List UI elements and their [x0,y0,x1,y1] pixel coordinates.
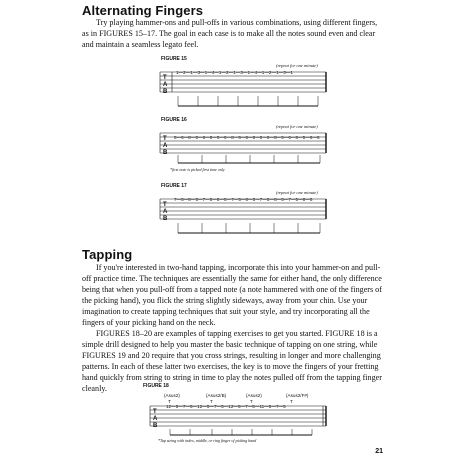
figure-15-tab-notes: 1—2—1—3—1—4—1—2—1—3—1—4—1—2—1—3—1 [176,70,293,75]
section2-paragraphs [82,262,382,394]
figure-18-tab-staff [140,389,330,443]
section-heading-tapping: Tapping [82,247,133,262]
tab-clef-a: A [153,416,158,422]
tab-clef-a: A [163,209,168,215]
figure-18-chord-3: (Asus2) [246,393,262,398]
tab-clef-b: B [163,89,168,95]
figure-18-chord-2: (Asus2/B) [206,393,227,398]
tab-clef-b: B [163,150,168,156]
figure-18-tap-mark-2: T [210,399,213,404]
figure-17 [158,183,328,239]
figure-15 [158,56,328,110]
section1-paragraph [82,17,382,50]
tab-clef-b: B [163,216,168,222]
page-number: 21 [375,448,383,455]
figure-18-tap-mark-4: T [290,399,293,404]
figure-17-tab-staff [158,193,328,237]
figure-18-title: FIGURE 18 [143,383,169,389]
figure-16 [158,117,328,175]
figure-15-tab-staff [158,66,328,112]
figure-16-repeat-note: (repeat for one minute) [276,124,318,129]
figure-18 [140,383,330,443]
figure-18-tap-mark-3: T [250,399,253,404]
figure-15-repeat-note: (repeat for one minute) [276,63,318,68]
figure-16-footnote: *first note is picked first time only [170,167,225,172]
figure-18-tap-mark-1: T [168,399,171,404]
figure-18-chord-4: (Asus2/F#) [286,393,309,398]
figure-18-tab-notes: 12—5—7—5—12—5—7—5—12—5—7—5—11—5—7—5 [166,404,286,409]
figure-16-tab-notes: 5—6—8—5—6—8—5—6—8—5—6—8—5—6—8—5—6—8—5—6—8 [174,135,320,140]
figure-17-tab-notes: 7—5—8—5—7—5—8—5—7—5—8—5—7—5—8—5—7—5—8—5 [174,197,313,202]
section2-paragraph-1: If you're interested in two-hand tapping, incorporate this into your hammer-on and pull-off practice time. The techniques are essentially the same for either hand, the only difference being that when you pull-off from a tapped note (a note hammered with one of the fingers of the picking hand), you flick the string slightly sideways, away from your chin. Use your imagination to create tapping techniques that suit your style, and try incorporating all the fingers of your picking hand on the neck. [82,263,382,327]
section-heading-alternating-fingers: Alternating Fingers [82,3,204,18]
section2-paragraph-2: FIGURES 18–20 are examples of tapping exercises to get you started. FIGURE 18 is a simple drill designed to help you master the basic technique of tapping on one string, while FIGURES 19 and 20 require that you cross strings, resulting in longer and more challenging patterns. In each of these latter two exercises, the key is to move the fingers of your fretting hand quickly from string to string in time to play the notes pulled off from the tapping finger cleanly. [82,329,382,393]
section1-body: Try playing hammer-ons and pull-offs in various combinations, using different fingers, as in FIGURES 15–17. The goal in each case is to make all the notes sound even and clear and maintain a seamless legato feel. [82,18,378,49]
tab-clef-t: T [153,409,157,415]
tab-clef-t: T [163,202,167,208]
figure-16-tab-staff [158,127,328,169]
figure-17-title: FIGURE 17 [161,183,187,189]
figure-17-repeat-note: (repeat for one minute) [276,190,318,195]
tab-clef-a: A [163,143,168,149]
figure-18-chord-1: (Asus2) [164,393,180,398]
figure-18-footnote: *Tap string with index, middle, or ring finger of picking hand [158,438,257,443]
tab-clef-t: T [163,136,167,142]
tab-clef-a: A [163,82,168,88]
figure-15-title: FIGURE 15 [161,56,187,62]
tab-clef-b: B [153,423,158,429]
tab-clef-t: T [163,75,167,81]
figure-16-title: FIGURE 16 [161,117,187,123]
